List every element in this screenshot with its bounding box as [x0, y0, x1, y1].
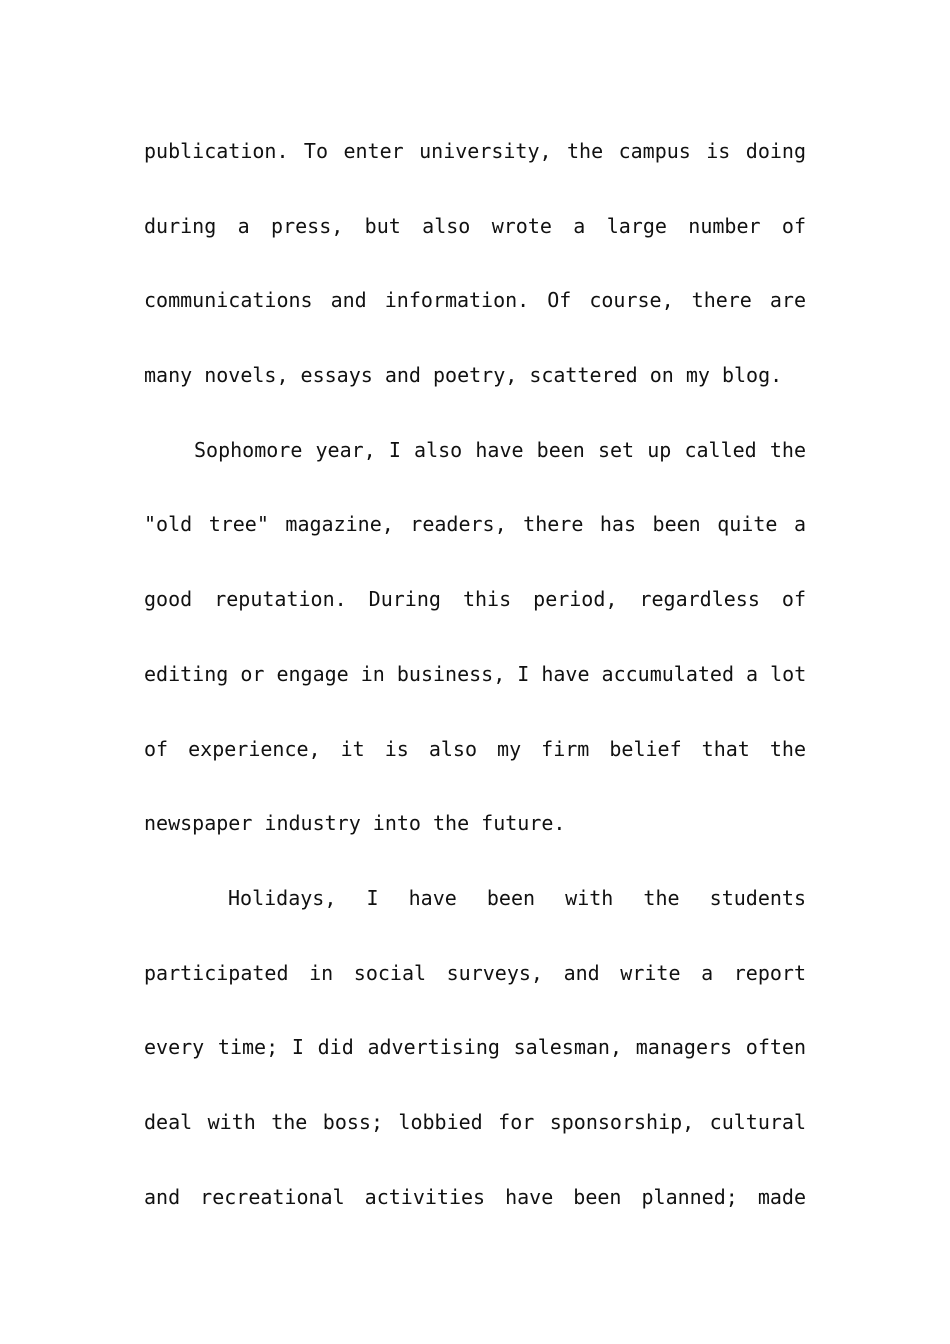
text-line: many novels, essays and poetry, scattered on my blog. [144, 363, 783, 388]
text-line: participated in social surveys, and write a report [144, 960, 806, 985]
text-line: "old tree" magazine, readers, there has been quite a [144, 512, 806, 537]
text-line: every time; I did advertising salesman, managers often [144, 1035, 806, 1060]
text-line: good reputation. During this period, regardless of [144, 587, 806, 612]
text-line: of experience, it is also my firm belief that the [144, 736, 806, 761]
text-line: newspaper industry into the future. [144, 811, 566, 836]
paragraph-1 [144, 114, 806, 413]
text-line: communications and information. Of course, there are [144, 288, 806, 313]
text-line: deal with the boss; lobbied for sponsorship, cultural [144, 1109, 806, 1134]
text-line: Sophomore year, I also have been set up called the [194, 437, 806, 462]
text-line: publication. To enter university, the campus is doing [144, 139, 806, 163]
text-line: Holidays, I have been with the students [228, 885, 806, 910]
paragraph-2 [144, 413, 806, 861]
body-text [144, 114, 806, 1234]
paragraph-3 [144, 861, 806, 1234]
text-line: during a press, but also wrote a large number of [144, 213, 806, 238]
text-line: and recreational activities have been planned; made [144, 1184, 806, 1209]
text-line: editing or engage in business, I have accumulated a lot [144, 661, 807, 686]
